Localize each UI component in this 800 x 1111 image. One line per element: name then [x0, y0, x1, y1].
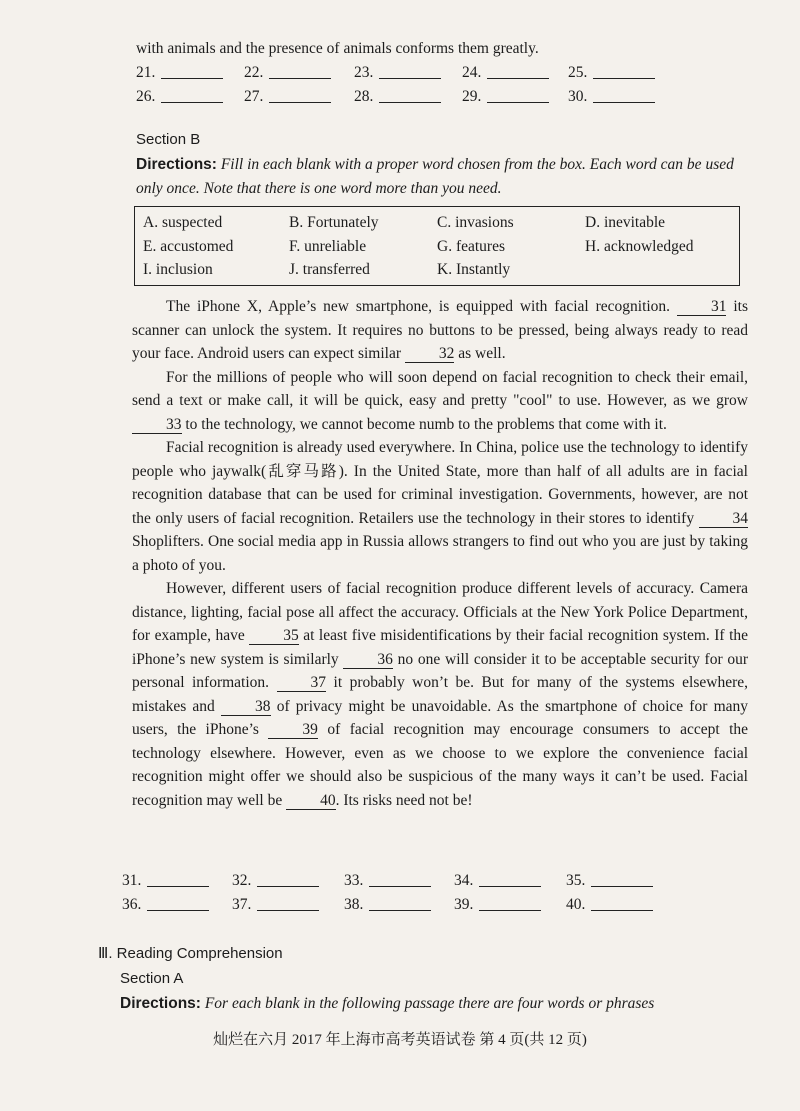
word-option: D. inevitable — [585, 214, 666, 231]
answer-blank[interactable]: 22. — [244, 64, 331, 82]
word-option: B. Fortunately — [289, 214, 379, 231]
page-footer: 灿烂在六月 2017 年上海市高考英语试卷 第 4 页(共 12 页) — [213, 1032, 587, 1048]
word-option: F. unreliable — [289, 238, 367, 255]
blank-36[interactable]: 36 — [343, 651, 393, 669]
answer-blank[interactable]: 28. — [354, 88, 441, 106]
answer-blank[interactable]: 24. — [462, 64, 549, 82]
section-b-heading: Section B — [136, 131, 201, 148]
answer-blank[interactable]: 29. — [462, 88, 549, 106]
answer-blank[interactable]: 40. — [566, 896, 653, 914]
part-3-directions — [120, 992, 760, 1016]
blank-32[interactable]: 32 — [405, 345, 455, 363]
answer-blank[interactable]: 21. — [136, 64, 223, 82]
answer-blank[interactable]: 32. — [232, 872, 319, 890]
intro-line: with animals and the presence of animals conforms them greatly. — [136, 40, 539, 57]
answer-blank[interactable]: 30. — [568, 88, 655, 106]
blank-34[interactable]: 34 — [699, 510, 749, 528]
blank-38[interactable]: 38 — [221, 698, 271, 716]
answer-blank[interactable]: 37. — [232, 896, 319, 914]
word-option: A. suspected — [143, 214, 223, 231]
word-option: I. inclusion — [143, 261, 213, 278]
part-3-title: Ⅲ. Reading Comprehension — [98, 945, 283, 962]
passage-paragraph: Facial recognition is already used everywhere. In China, police use the technology to identify people who jaywalk(乱穿马路). In the United State, more than half of all adults are in facial recognition database that can be used for criminal investigation. Governments, however, are not the only users of facial recognition. Retailers use the technology in their stores to identify 34 Shoplifters. One social media app in Russia allows strangers to find out who you are just by taking a photo of you. — [132, 439, 749, 574]
passage — [132, 295, 748, 812]
word-option: K. Instantly — [437, 261, 511, 278]
answer-blank[interactable]: 34. — [454, 872, 541, 890]
passage-paragraph: The iPhone X, Apple’s new smartphone, is equipped with facial recognition. 31 its scanner can unlock the system. It requires no buttons to be pressed, being always ready to read your face. Android users can expect similar 32 as well. — [132, 298, 748, 362]
word-box — [134, 206, 740, 286]
directions-label: Directions: — [120, 995, 201, 1012]
directions-text: Fill in each blank with a proper word chosen from the box. Each word can be used only once. Note that there is one word more than you need. — [136, 156, 734, 197]
blank-31[interactable]: 31 — [677, 298, 727, 316]
word-option: J. transferred — [289, 261, 370, 278]
answer-blank[interactable]: 23. — [354, 64, 441, 82]
part-3-section-heading: Section A — [120, 970, 184, 987]
blank-37[interactable]: 37 — [277, 674, 327, 692]
answer-blank[interactable]: 26. — [136, 88, 223, 106]
blank-33[interactable]: 33 — [132, 416, 182, 434]
answer-blank[interactable]: 35. — [566, 872, 653, 890]
answer-blank[interactable]: 39. — [454, 896, 541, 914]
blank-39[interactable]: 39 — [268, 721, 318, 739]
word-option: G. features — [437, 238, 505, 255]
answer-blank[interactable]: 27. — [244, 88, 331, 106]
word-option: C. invasions — [437, 214, 514, 231]
directions-text: For each blank in the following passage there are four words or phrases — [204, 995, 655, 1012]
section-b-directions — [136, 153, 748, 201]
answer-blank[interactable]: 25. — [568, 64, 655, 82]
word-option: H. acknowledged — [585, 238, 694, 255]
passage-paragraph: For the millions of people who will soon depend on facial recognition to check their email, send a text or make call, it will be quick, easy and pretty "cool" to use. However, as we grow 33 to the technology, we cannot become numb to the problems that come with it. — [132, 368, 748, 433]
answer-blank[interactable]: 33. — [344, 872, 431, 890]
answer-blank[interactable]: 31. — [122, 872, 209, 890]
passage-paragraph: However, different users of facial recognition produce different levels of accuracy. Camera distance, lighting, facial pose all affect the accuracy. Officials at the New York Police Department, for example, have 35 at least five misidentifications by their facial recognition system. If the iPhone’s new system is similarly 36 no one will consider it to be acceptable security for our personal information. 37 it probably won’t be. But for many of the systems elsewhere, mistakes and 38 of privacy might be unavoidable. As the smartphone of choice for many users, the iPhone’s 39 of facial recognition may encourage consumers to accept the technology elsewhere. However, even as we choose to we explore the convenience facial recognition might offer we should also be suspicious of the many ways it can’t be used. Facial recognition may well be 40. Its risks need not be! — [132, 580, 749, 809]
answer-blank[interactable]: 36. — [122, 896, 209, 914]
word-option: E. accustomed — [143, 238, 234, 255]
blank-35[interactable]: 35 — [249, 627, 299, 645]
blank-40[interactable]: 40 — [286, 792, 336, 810]
answer-blank[interactable]: 38. — [344, 896, 431, 914]
directions-label: Directions: — [136, 156, 217, 173]
